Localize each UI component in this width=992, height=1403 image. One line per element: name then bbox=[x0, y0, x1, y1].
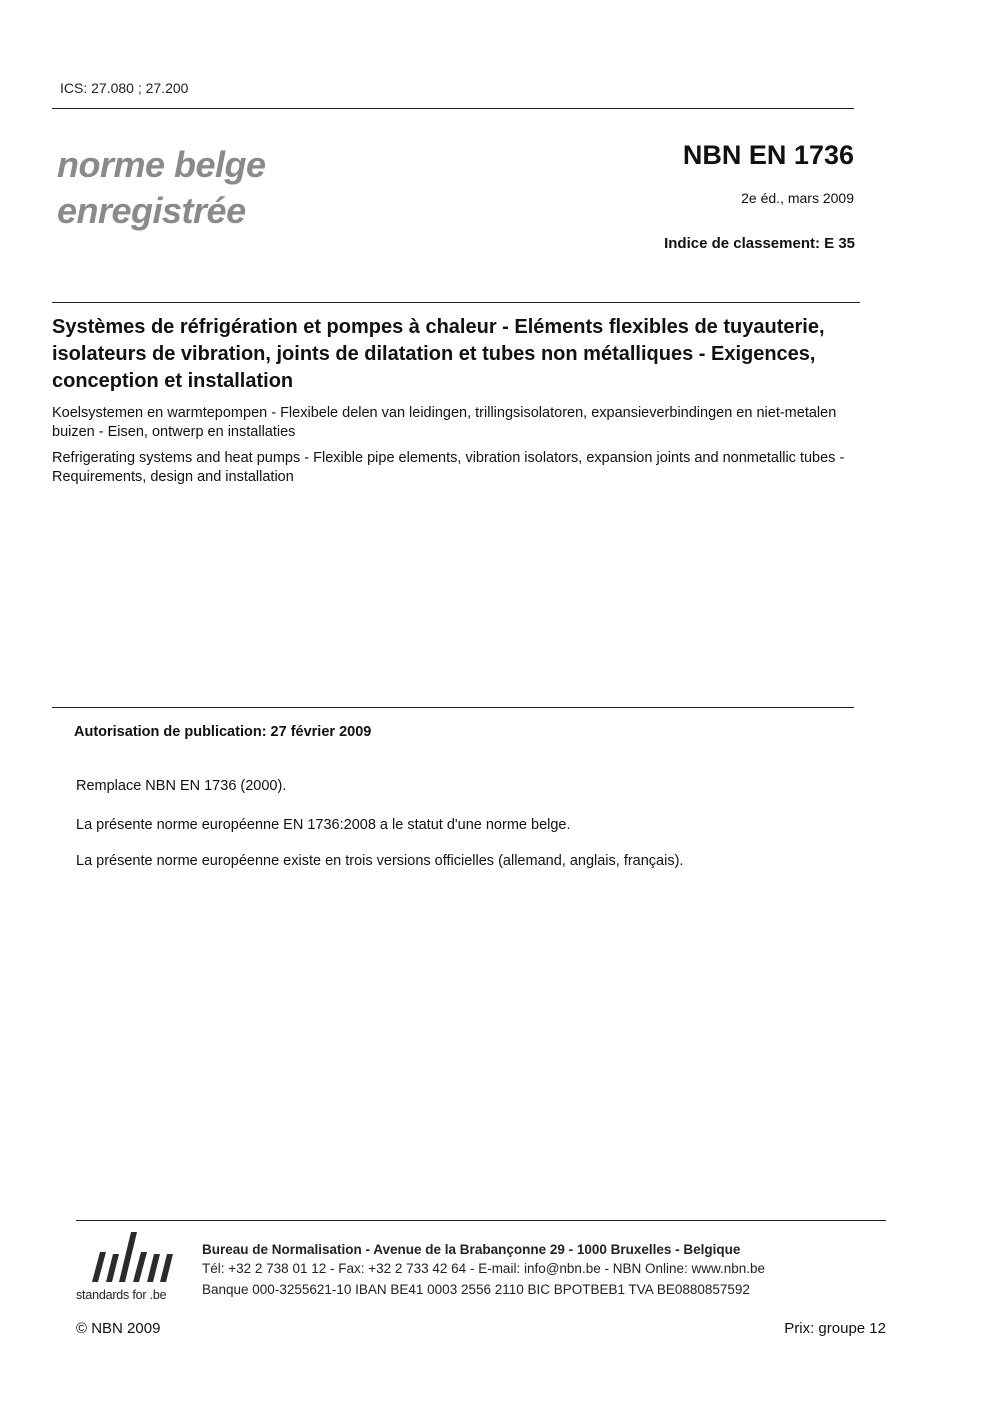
title-french: Systèmes de réfrigération et pompes à chaleur - Eléments flexibles de tuyauterie, isolateurs de vibration, joints de dilatation et tubes non métalliques - Exigences, conception et installation bbox=[52, 316, 825, 392]
address-line-2: Tél: +32 2 738 01 12 - Fax: +32 2 733 42 64 - E-mail: info@nbn.be - NBN Online: www.nbn.be bbox=[202, 1261, 766, 1276]
logo-tagline: standards for .be bbox=[76, 1288, 167, 1302]
nbn-logo bbox=[76, 1226, 188, 1306]
edition-date: 2e éd., mars 2009 bbox=[741, 190, 854, 206]
title-dutch: Koelsystemen en warmtepompen - Flexibele delen van leidingen, trillingsisolatoren, expansieverbindingen en niet-metalen buizen - Eisen, ontwerp en installaties bbox=[52, 405, 837, 440]
address-line-1: Bureau de Normalisation - Avenue de la Brabançonne 29 - 1000 Bruxelles - Belgique bbox=[202, 1242, 741, 1257]
address-line-3: Banque 000-3255621-10 IBAN BE41 0003 2556 2110 BIC BPOTBEB1 TVA BE0880857592 bbox=[202, 1282, 750, 1297]
footer-divider bbox=[76, 1220, 886, 1221]
note-replaces: Remplace NBN EN 1736 (2000). bbox=[76, 778, 287, 794]
nbn-logo-icon bbox=[76, 1226, 188, 1286]
price-group: Prix: groupe 12 bbox=[784, 1320, 886, 1337]
brand-title bbox=[57, 142, 266, 234]
ics-code: ICS: 27.080 ; 27.200 bbox=[60, 80, 189, 96]
note-status: La présente norme européenne EN 1736:2008 a le statut d'une norme belge. bbox=[76, 817, 571, 833]
publication-divider bbox=[52, 707, 854, 708]
brand-line-2: enregistrée bbox=[57, 190, 246, 231]
title-english: Refrigerating systems and heat pumps - Flexible pipe elements, vibration isolators, expansion joints and nonmetallic tubes - Requirements, design and installation bbox=[52, 450, 845, 485]
title-divider bbox=[52, 302, 860, 303]
classification-index: Indice de classement: E 35 bbox=[664, 235, 855, 252]
brand-line-1: norme belge bbox=[57, 144, 266, 185]
note-versions: La présente norme européenne existe en trois versions officielles (allemand, anglais, français). bbox=[76, 853, 684, 869]
publication-authorization: Autorisation de publication: 27 février 2009 bbox=[74, 724, 372, 740]
document-number: NBN EN 1736 bbox=[682, 140, 854, 170]
header-divider bbox=[52, 108, 854, 109]
copyright: © NBN 2009 bbox=[76, 1320, 161, 1337]
